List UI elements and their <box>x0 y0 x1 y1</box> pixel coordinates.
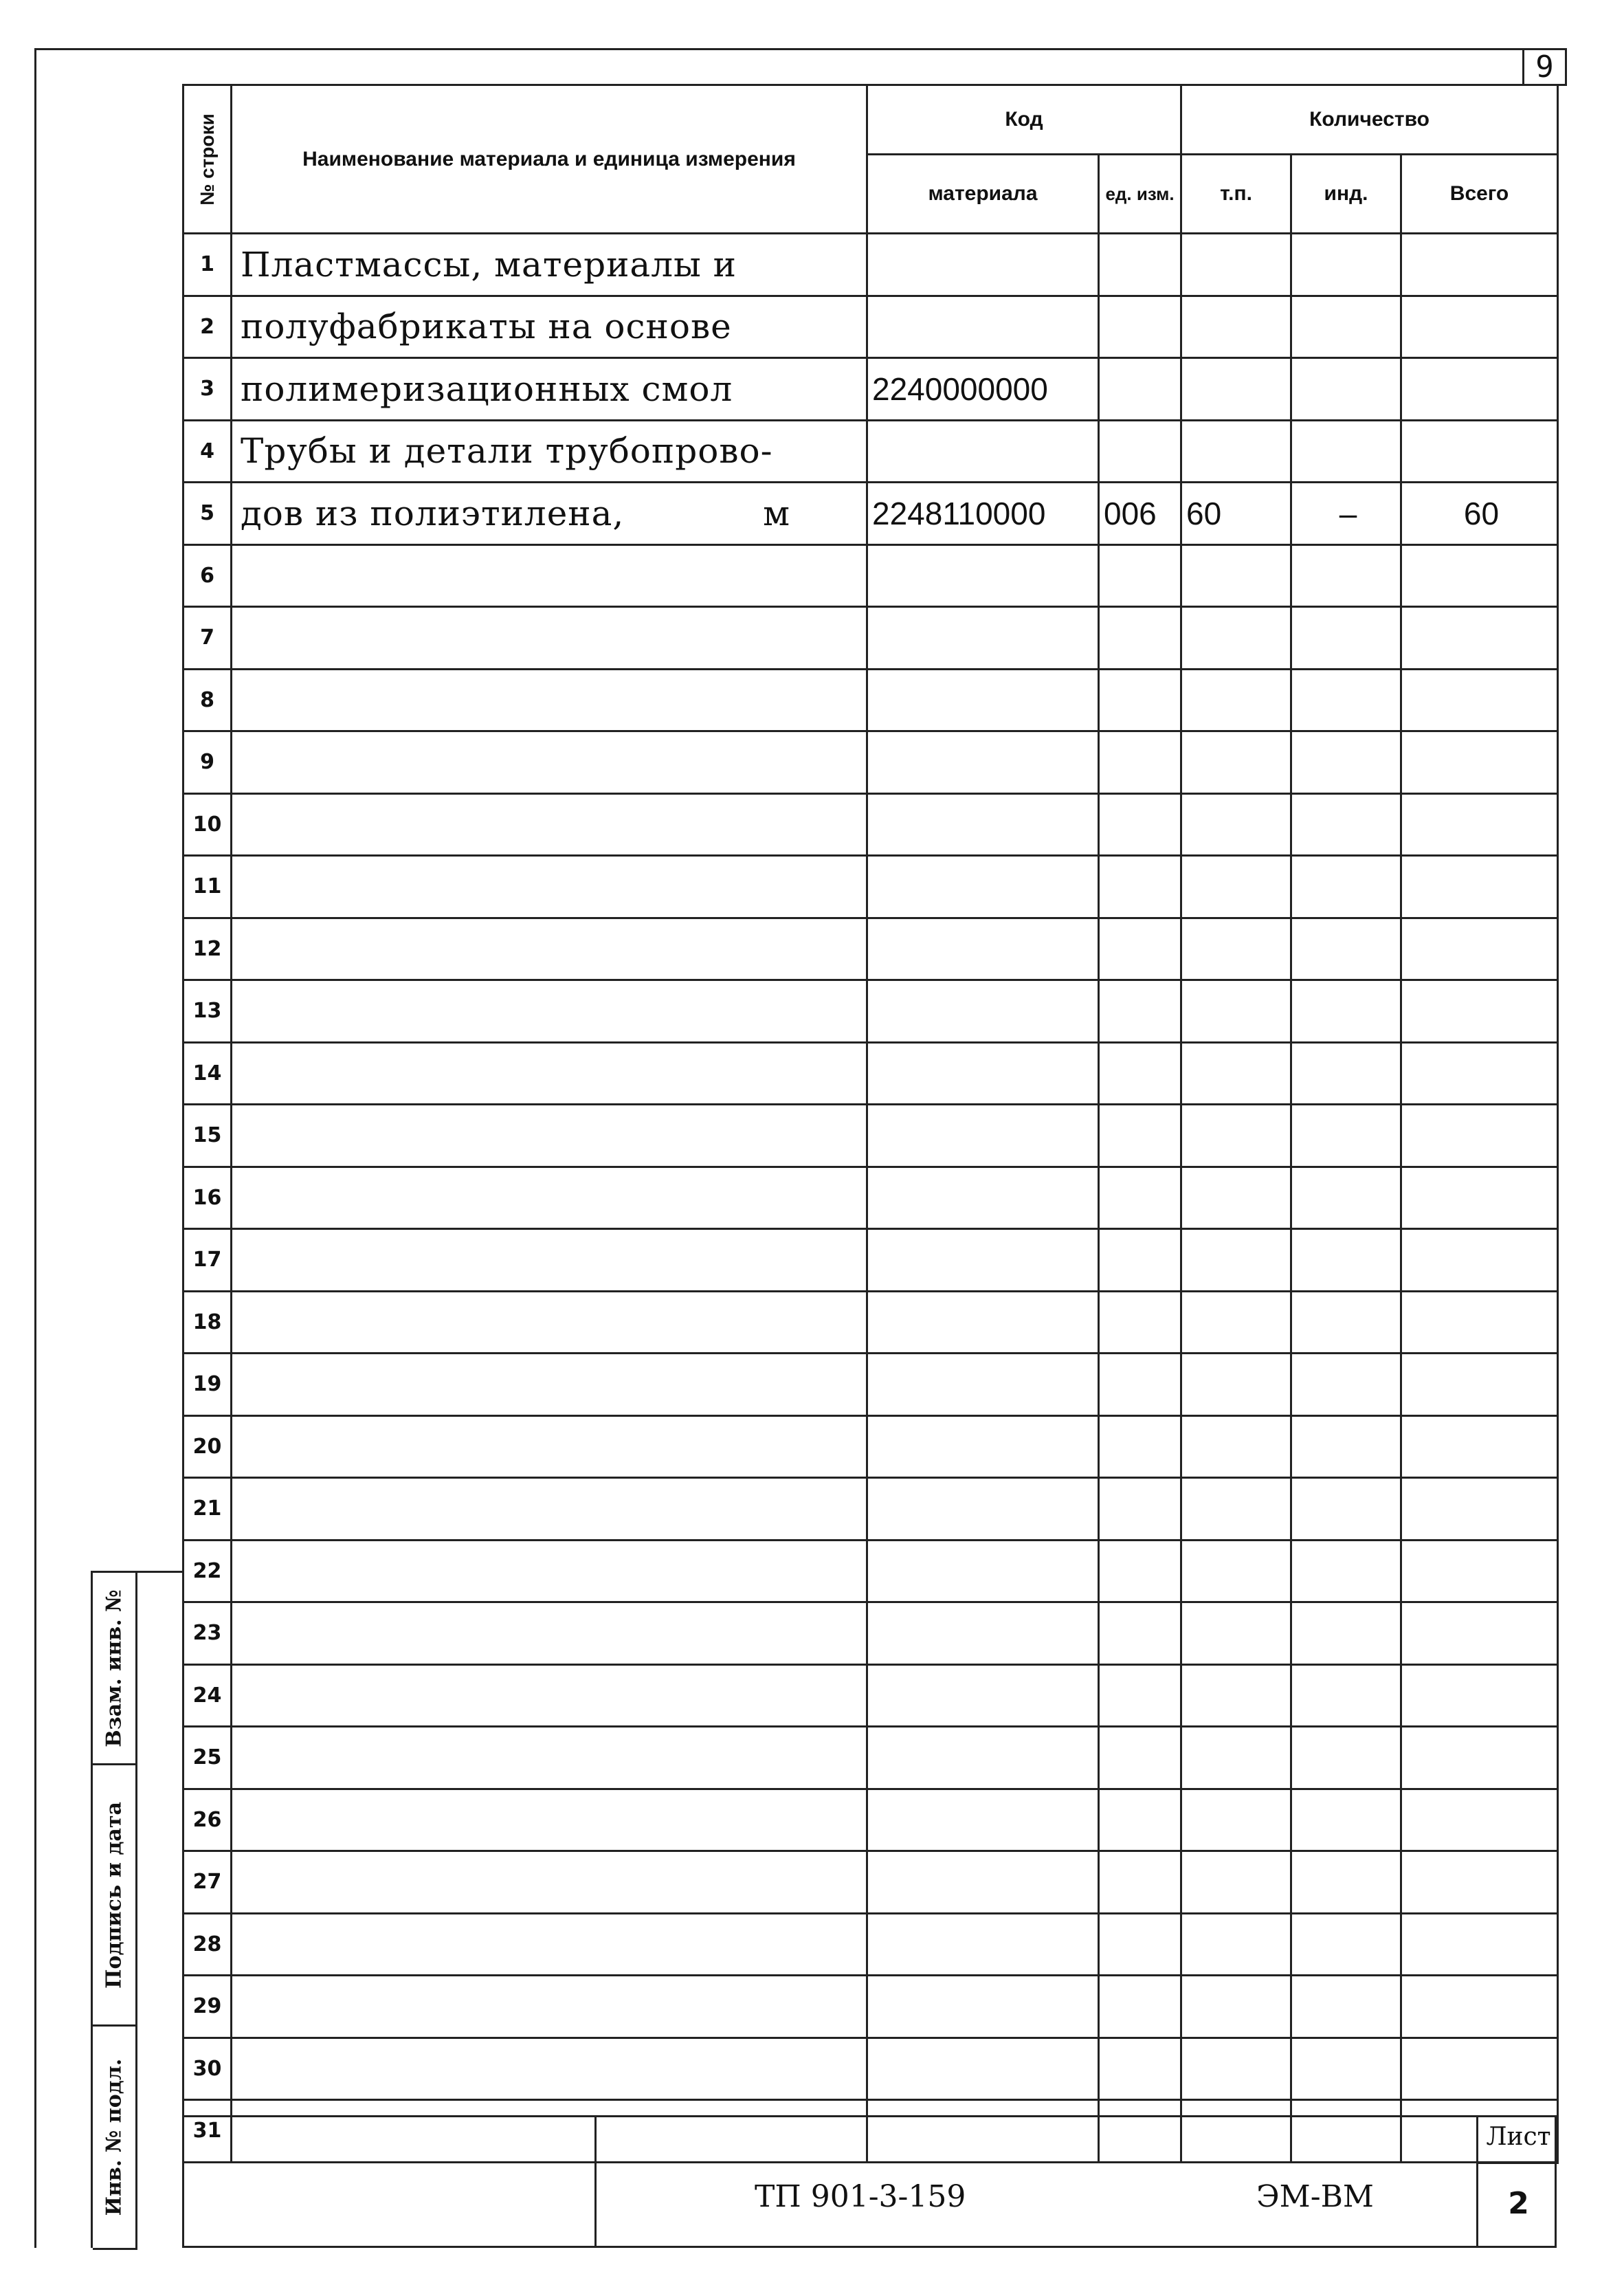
qty-individual <box>1291 980 1401 1043</box>
qty-total <box>1401 296 1558 358</box>
unit-code <box>1099 234 1181 296</box>
row-number: 16 <box>183 1167 232 1229</box>
material-code: 2240000000 <box>867 358 1099 421</box>
title-block <box>182 2115 1557 2248</box>
qty-total <box>1401 1354 1558 1416</box>
row-number: 14 <box>183 1042 232 1105</box>
qty-total <box>1401 2038 1558 2100</box>
qty-total <box>1401 856 1558 918</box>
qty-total <box>1401 607 1558 670</box>
table-row <box>183 483 1558 545</box>
material-name: полуфабрикаты на основе <box>232 296 867 358</box>
material-code <box>867 2038 1099 2100</box>
table-row <box>183 1727 1558 1789</box>
material-code <box>867 1105 1099 1167</box>
row-number: 19 <box>183 1354 232 1416</box>
row-number: 5 <box>183 483 232 545</box>
unit-code <box>1099 1602 1181 1665</box>
table-row <box>183 1105 1558 1167</box>
qty-typical <box>1181 1291 1291 1354</box>
stamp-signature: Подпись и дата <box>93 1765 137 2027</box>
qty-typical <box>1181 731 1291 794</box>
material-code <box>867 1478 1099 1541</box>
row-number: 24 <box>183 1664 232 1727</box>
unit-code <box>1099 1727 1181 1789</box>
qty-total <box>1401 1042 1558 1105</box>
qty-individual <box>1291 296 1401 358</box>
qty-typical <box>1181 544 1291 607</box>
qty-typical <box>1181 1727 1291 1789</box>
material-code <box>867 1789 1099 1851</box>
qty-typical <box>1181 1354 1291 1416</box>
unit-code <box>1099 1664 1181 1727</box>
qty-typical <box>1181 856 1291 918</box>
unit-code <box>1099 731 1181 794</box>
qty-typical <box>1181 1976 1291 2038</box>
row-number: 27 <box>183 1851 232 1914</box>
unit-code <box>1099 980 1181 1043</box>
material-name <box>232 1354 867 1416</box>
material-code <box>867 1167 1099 1229</box>
table-row <box>183 1291 1558 1354</box>
table-row <box>183 358 1558 421</box>
qty-individual <box>1291 669 1401 731</box>
row-number: 25 <box>183 1727 232 1789</box>
row-number: 8 <box>183 669 232 731</box>
material-code <box>867 420 1099 483</box>
material-name <box>232 1727 867 1789</box>
row-number: 21 <box>183 1478 232 1541</box>
qty-total <box>1401 669 1558 731</box>
qty-typical: 60 <box>1181 483 1291 545</box>
material-name <box>232 1105 867 1167</box>
table-row <box>183 1167 1558 1229</box>
qty-individual <box>1291 1789 1401 1851</box>
table-row <box>183 1229 1558 1292</box>
qty-individual <box>1291 1105 1401 1167</box>
qty-total <box>1401 980 1558 1043</box>
qty-typical <box>1181 1415 1291 1478</box>
qty-individual <box>1291 358 1401 421</box>
material-code <box>867 1602 1099 1665</box>
material-name <box>232 2038 867 2100</box>
stamp-original: Инв. № подл. <box>93 2027 137 2250</box>
unit-code <box>1099 420 1181 483</box>
unit-code <box>1099 1976 1181 2038</box>
qty-total <box>1401 234 1558 296</box>
qty-typical <box>1181 234 1291 296</box>
qty-typical <box>1181 1478 1291 1541</box>
material-code: 2248110000 <box>867 483 1099 545</box>
material-code <box>867 1354 1099 1416</box>
qty-individual <box>1291 1291 1401 1354</box>
material-name <box>232 1664 867 1727</box>
qty-typical <box>1181 918 1291 980</box>
material-name: Трубы и детали трубопрово- <box>232 420 867 483</box>
table-row <box>183 1789 1558 1851</box>
unit-code <box>1099 793 1181 856</box>
material-name <box>232 1789 867 1851</box>
row-number: 26 <box>183 1789 232 1851</box>
material-name <box>232 1976 867 2038</box>
row-number: 12 <box>183 918 232 980</box>
qty-individual <box>1291 1478 1401 1541</box>
unit-code <box>1099 1167 1181 1229</box>
unit-code <box>1099 1789 1181 1851</box>
qty-total <box>1401 1727 1558 1789</box>
sheet-label: Лист <box>1486 2123 1551 2151</box>
qty-total <box>1401 1913 1558 1976</box>
material-code <box>867 544 1099 607</box>
material-code <box>867 1229 1099 1292</box>
material-name <box>232 1229 867 1292</box>
material-code <box>867 669 1099 731</box>
material-code <box>867 1976 1099 2038</box>
material-name <box>232 1540 867 1602</box>
qty-typical <box>1181 420 1291 483</box>
qty-total <box>1401 1291 1558 1354</box>
qty-typical <box>1181 296 1291 358</box>
materials-table <box>182 84 1559 2163</box>
row-number: 9 <box>183 731 232 794</box>
material-code <box>867 856 1099 918</box>
material-name <box>232 918 867 980</box>
qty-total <box>1401 1664 1558 1727</box>
qty-total <box>1401 1415 1558 1478</box>
material-code <box>867 234 1099 296</box>
material-code <box>867 1913 1099 1976</box>
unit-code <box>1099 607 1181 670</box>
table-row <box>183 1540 1558 1602</box>
qty-individual <box>1291 1976 1401 2038</box>
table-row <box>183 1478 1558 1541</box>
unit-of-measure: м <box>763 493 790 533</box>
header-code: Код <box>867 85 1181 155</box>
qty-individual <box>1291 1415 1401 1478</box>
unit-code <box>1099 1478 1181 1541</box>
document-mark: ЭМ-ВМ <box>1256 2179 1374 2214</box>
qty-typical <box>1181 1167 1291 1229</box>
qty-typical <box>1181 1042 1291 1105</box>
qty-total <box>1401 544 1558 607</box>
table-row <box>183 980 1558 1043</box>
unit-code <box>1099 1042 1181 1105</box>
qty-total <box>1401 358 1558 421</box>
qty-total <box>1401 1540 1558 1602</box>
table-row <box>183 918 1558 980</box>
unit-code <box>1099 296 1181 358</box>
table-row <box>183 1602 1558 1665</box>
unit-code <box>1099 1229 1181 1292</box>
table-row <box>183 1042 1558 1105</box>
table-row <box>183 1415 1558 1478</box>
stamp-replacement: Взам. инв. № <box>93 1573 137 1765</box>
material-name <box>232 1291 867 1354</box>
qty-typical <box>1181 1789 1291 1851</box>
material-name <box>232 1042 867 1105</box>
qty-individual <box>1291 1913 1401 1976</box>
material-code <box>867 980 1099 1043</box>
qty-individual <box>1291 2038 1401 2100</box>
header-unit-code: ед. изм. <box>1099 155 1181 234</box>
qty-total <box>1401 1167 1558 1229</box>
qty-typical <box>1181 1602 1291 1665</box>
material-code <box>867 793 1099 856</box>
qty-typical <box>1181 1664 1291 1727</box>
unit-code <box>1099 669 1181 731</box>
qty-individual <box>1291 1354 1401 1416</box>
qty-total <box>1401 1976 1558 2038</box>
row-number: 13 <box>183 980 232 1043</box>
row-number: 17 <box>183 1229 232 1292</box>
qty-typical <box>1181 1229 1291 1292</box>
material-name <box>232 856 867 918</box>
table-row <box>183 856 1558 918</box>
qty-total: 60 <box>1401 483 1558 545</box>
qty-individual <box>1291 1229 1401 1292</box>
header-individual: инд. <box>1291 155 1401 234</box>
qty-total <box>1401 1789 1558 1851</box>
material-name: полимеризационных смол <box>232 358 867 421</box>
material-name <box>232 793 867 856</box>
material-name <box>232 669 867 731</box>
unit-code <box>1099 544 1181 607</box>
unit-code <box>1099 918 1181 980</box>
row-number: 18 <box>183 1291 232 1354</box>
row-number: 2 <box>183 296 232 358</box>
table-row <box>183 1664 1558 1727</box>
header-typical: т.п. <box>1181 155 1291 234</box>
qty-individual <box>1291 1167 1401 1229</box>
qty-individual <box>1291 1727 1401 1789</box>
row-number: 1 <box>183 234 232 296</box>
row-number: 23 <box>183 1602 232 1665</box>
qty-typical <box>1181 669 1291 731</box>
table-row <box>183 1913 1558 1976</box>
material-code <box>867 1291 1099 1354</box>
material-code <box>867 1851 1099 1914</box>
material-code <box>867 1415 1099 1478</box>
header-row-number: № строки <box>183 85 232 234</box>
qty-typical <box>1181 607 1291 670</box>
qty-total <box>1401 420 1558 483</box>
row-number: 28 <box>183 1913 232 1976</box>
unit-code <box>1099 1415 1181 1478</box>
material-name <box>232 544 867 607</box>
material-name <box>232 1913 867 1976</box>
row-number: 6 <box>183 544 232 607</box>
unit-code <box>1099 1851 1181 1914</box>
table-row <box>183 731 1558 794</box>
sheet-number: 2 <box>1508 2186 1529 2221</box>
qty-typical <box>1181 793 1291 856</box>
qty-typical <box>1181 1851 1291 1914</box>
qty-total <box>1401 1478 1558 1541</box>
table-row <box>183 544 1558 607</box>
table-row <box>183 296 1558 358</box>
header-name: Наименование материала и единица измерения <box>232 85 867 234</box>
material-name <box>232 1851 867 1914</box>
material-code <box>867 731 1099 794</box>
row-number: 30 <box>183 2038 232 2100</box>
qty-total <box>1401 918 1558 980</box>
row-number: 4 <box>183 420 232 483</box>
unit-code <box>1099 1105 1181 1167</box>
qty-typical <box>1181 1913 1291 1976</box>
table-row <box>183 1976 1558 2038</box>
unit-code <box>1099 358 1181 421</box>
unit-code <box>1099 2038 1181 2100</box>
material-code <box>867 607 1099 670</box>
row-number: 29 <box>183 1976 232 2038</box>
qty-individual <box>1291 420 1401 483</box>
qty-individual <box>1291 1602 1401 1665</box>
qty-total <box>1401 793 1558 856</box>
material-name <box>232 1415 867 1478</box>
qty-individual <box>1291 234 1401 296</box>
qty-total <box>1401 1105 1558 1167</box>
qty-individual <box>1291 1540 1401 1602</box>
material-code <box>867 1540 1099 1602</box>
qty-total <box>1401 1851 1558 1914</box>
qty-typical <box>1181 2038 1291 2100</box>
material-name <box>232 731 867 794</box>
material-code <box>867 1727 1099 1789</box>
table-row <box>183 2038 1558 2100</box>
row-number: 20 <box>183 1415 232 1478</box>
row-number: 3 <box>183 358 232 421</box>
qty-individual <box>1291 731 1401 794</box>
table-row <box>183 607 1558 670</box>
row-number: 11 <box>183 856 232 918</box>
qty-typical <box>1181 980 1291 1043</box>
header-total: Всего <box>1401 155 1558 234</box>
qty-individual <box>1291 856 1401 918</box>
table-row <box>183 669 1558 731</box>
unit-code <box>1099 856 1181 918</box>
material-name: Пластмассы, материалы и <box>232 234 867 296</box>
qty-individual <box>1291 1664 1401 1727</box>
row-number: 15 <box>183 1105 232 1167</box>
qty-individual <box>1291 918 1401 980</box>
row-number: 7 <box>183 607 232 670</box>
unit-code <box>1099 1913 1181 1976</box>
material-name <box>232 1478 867 1541</box>
material-name <box>232 607 867 670</box>
side-stamp <box>91 1571 182 2248</box>
material-code <box>867 1042 1099 1105</box>
qty-total <box>1401 1602 1558 1665</box>
material-name <box>232 1167 867 1229</box>
qty-individual <box>1291 793 1401 856</box>
unit-code: 006 <box>1099 483 1181 545</box>
qty-individual <box>1291 1042 1401 1105</box>
unit-code <box>1099 1354 1181 1416</box>
material-name: м дов из полиэтилена, <box>232 483 867 545</box>
header-material-code: материала <box>867 155 1099 234</box>
qty-total <box>1401 731 1558 794</box>
document-number: ТП 901-3-159 <box>755 2179 966 2214</box>
table-row <box>183 793 1558 856</box>
qty-individual: – <box>1291 483 1401 545</box>
table-row <box>183 1354 1558 1416</box>
qty-total <box>1401 1229 1558 1292</box>
page-number: 9 <box>1522 48 1567 86</box>
table-row <box>183 234 1558 296</box>
material-code <box>867 918 1099 980</box>
table-row <box>183 1851 1558 1914</box>
unit-code <box>1099 1540 1181 1602</box>
material-name <box>232 980 867 1043</box>
qty-typical <box>1181 1105 1291 1167</box>
row-number: 22 <box>183 1540 232 1602</box>
material-name <box>232 1602 867 1665</box>
qty-individual <box>1291 607 1401 670</box>
row-number: 10 <box>183 793 232 856</box>
material-code <box>867 296 1099 358</box>
qty-individual <box>1291 1851 1401 1914</box>
table-row <box>183 420 1558 483</box>
unit-code <box>1099 1291 1181 1354</box>
header-quantity: Количество <box>1181 85 1558 155</box>
row-number: 31 <box>183 2100 232 2163</box>
material-code <box>867 1664 1099 1727</box>
qty-typical <box>1181 1540 1291 1602</box>
qty-typical <box>1181 358 1291 421</box>
qty-individual <box>1291 544 1401 607</box>
